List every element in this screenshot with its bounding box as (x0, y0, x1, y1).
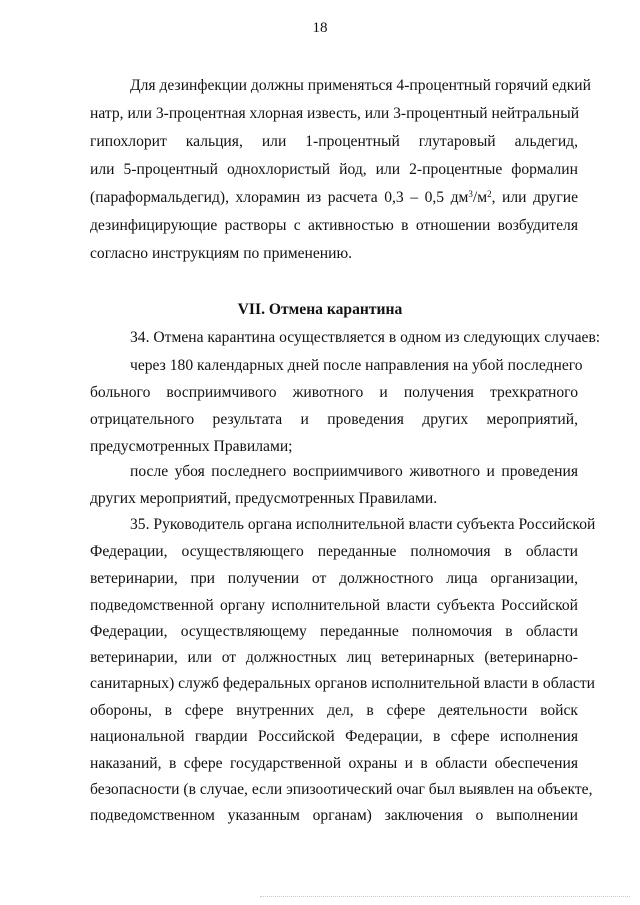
disinfection-line-5 (90, 188, 578, 208)
item35-line-5: Федерации, осуществляющему переданные полномочия в области (90, 623, 578, 640)
item35-line-2: Федерации, осуществляющего переданные полномочия в области (90, 543, 578, 560)
item34-line-6: после убоя последнего восприимчивого животного и проведения (130, 463, 578, 480)
disinfection-line-6: дезинфицирующие растворы с активностью в отношении возбудителя (90, 217, 578, 234)
disinfection-line-2: натр, или 3-процентная хлорная известь, или 3-процентный нейтральный (90, 105, 580, 122)
item35-line-3: ветеринарии, при получении от должностного лица организации, (90, 570, 578, 587)
item34-line-2: через 180 календарных дней после направления на убой последнего (130, 357, 583, 374)
item35-line-7: санитарных) служб федеральных органов исполнительной власти в области (90, 675, 596, 692)
disinfection-line-5-text-c: , или другие (491, 189, 578, 206)
disinfection-line-1: Для дезинфекции должны применяться 4-процентный горячий едкий (130, 77, 591, 94)
disinfection-line-5-text-b: /м (472, 189, 488, 206)
item35-line-9: национальной гвардии Российской Федерации, в сфере исполнения (90, 728, 578, 745)
item35-line-1: 35. Руководитель органа исполнительной власти субъекта Российской (130, 516, 596, 533)
bottom-scan-rule (260, 896, 630, 897)
item35-line-11: безопасности (в случае, если эпизоотический очаг был выявлен на объекте, (90, 781, 593, 798)
disinfection-line-5-text-a: (параформальдегид), хлорамин из расчета 0,3 – 0,5 дм (90, 189, 469, 206)
disinfection-line-7: согласно инструкциям по применению. (90, 245, 353, 262)
disinfection-line-3: гипохлорит кальция, или 1-процентный глутаровый альдегид, (90, 133, 578, 150)
item35-line-4: подведомственной органу исполнительной власти субъекта Российской (90, 597, 578, 614)
item35-line-6: ветеринарии, или от должностных лиц ветеринарных (ветеринарно- (90, 649, 578, 666)
page-number: 18 (312, 20, 328, 36)
item34-line-4: отрицательного результата и проведения других мероприятий, (90, 411, 578, 428)
item34-line-3: больного восприимчивого животного и получения трехкратного (90, 384, 578, 401)
item35-line-8: обороны, в сфере внутренних дел, в сфере деятельности войск (90, 702, 578, 719)
item35-line-10: наказаний, в сфере государственной охраны и в области обеспечения (90, 755, 578, 772)
item34-line-5: предусмотренных Правилами; (90, 438, 293, 455)
item34-line-7: других мероприятий, предусмотренных Правилами. (90, 490, 438, 507)
superscript-2: 2 (487, 189, 492, 199)
disinfection-line-4: или 5-процентный однохлористый йод, или 2-процентные формалин (90, 161, 578, 178)
superscript-3: 3 (468, 189, 473, 199)
item35-line-12: подведомственном указанным органам) заключения о выполнении (90, 807, 578, 824)
section-title: VII. Отмена карантина (237, 301, 403, 318)
item34-line-1: 34. Отмена карантина осуществляется в одном из следующих случаев: (130, 329, 601, 346)
